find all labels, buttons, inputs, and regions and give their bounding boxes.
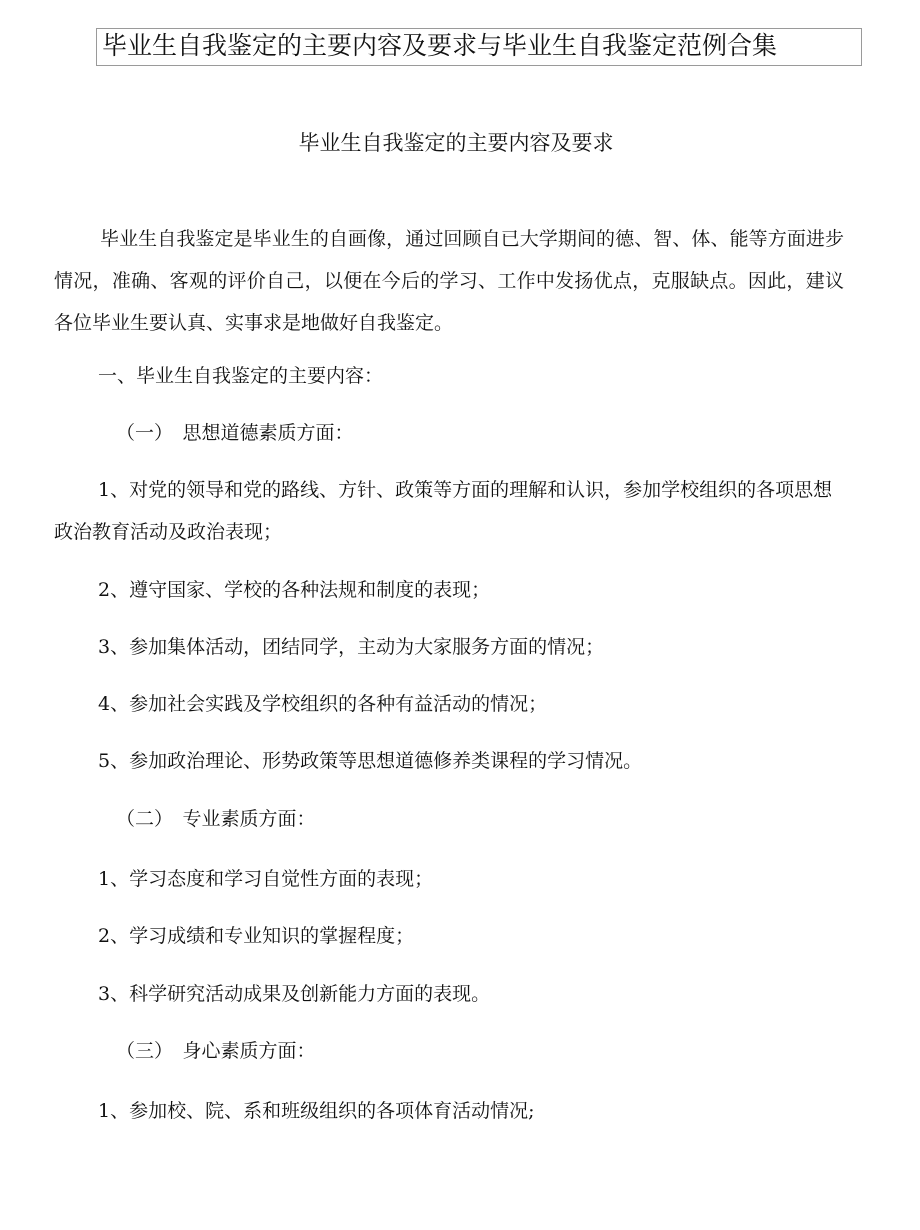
list-item: 3、科学研究活动成果及创新能力方面的表现。 xyxy=(98,983,491,1005)
document-title: 毕业生自我鉴定的主要内容及要求与毕业生自我鉴定范例合集 xyxy=(102,31,778,60)
section-1-heading: 一、毕业生自我鉴定的主要内容： xyxy=(98,365,384,387)
list-item: 2、遵守国家、学校的各种法规和制度的表现； xyxy=(98,579,491,601)
document-title-box xyxy=(96,28,862,66)
subsection-1-heading: （一） 思想道德素质方面： xyxy=(116,422,354,444)
subsection-2-heading: （二） 专业素质方面： xyxy=(116,808,316,830)
list-item: 5、参加政治理论、形势政策等思想道德修养类课程的学习情况。 xyxy=(98,750,643,772)
list-item: 4、参加社会实践及学校组织的各种有益活动的情况； xyxy=(98,693,548,715)
section-subtitle: 毕业生自我鉴定的主要内容及要求 xyxy=(298,131,614,155)
subsection-3-heading: （三） 身心素质方面： xyxy=(116,1040,316,1062)
list-item: 1、参加校、院、系和班级组织的各项体育活动情况; xyxy=(98,1100,535,1122)
list-item: 2、学习成绩和专业知识的掌握程度； xyxy=(98,925,415,947)
intro-paragraph: 毕业生自我鉴定是毕业生的自画像，通过回顾自已大学期间的德、智、体、能等方面进步情况，准确、客观的评价自己，以便在今后的学习、工作中发扬优点，克服缺点。因此，建议各位毕业生要认真、实事求是地做好自我鉴定。 xyxy=(54,228,844,334)
list-item: 1、对党的领导和党的路线、方针、政策等方面的理解和认识，参加学校组织的各项思想政治教育活动及政治表现； xyxy=(54,479,833,543)
list-item: 1、学习态度和学习自觉性方面的表现； xyxy=(98,868,434,890)
list-item: 3、参加集体活动，团结同学，主动为大家服务方面的情况； xyxy=(98,636,605,658)
